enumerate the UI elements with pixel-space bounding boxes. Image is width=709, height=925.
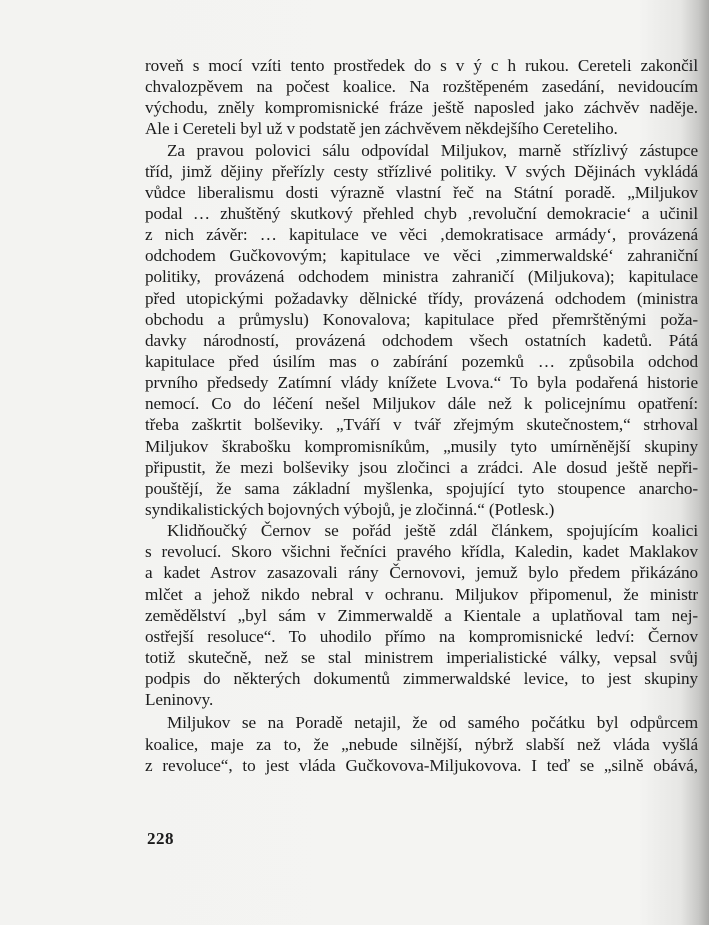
text-line: Ale i Cereteli byl už v podstatě jen záchvěvem někdejšího Cereteliho. [145,119,618,139]
text-line: Klidňoučký Černov se pořád ještě zdál článkem, spojujícím koalici [167,521,698,541]
text-line: Miljukov škrabošku kompromisníkům, „musily tyto umírněnější skupiny [145,436,698,456]
text-line: zemědělství „byl sám v Zimmerwaldě a Kientale a uplatňoval tam nej- [145,605,698,625]
text-line: před utopickými požadavky dělnické třídy, provázená odchodem (ministra [145,288,698,308]
text-line: odchodem Gučkovovým; kapitulace ve věci ‚zimmerwaldské‘ zahraniční [145,246,698,266]
text-line: politiky, provázená odchodem ministra zahraničí (Miljukova); kapitulace [145,267,698,287]
paragraph [145,55,698,140]
text-line: z revoluce“, to jest vláda Gučkovova-Miljukovova. I teď se „silně obává, [145,755,698,775]
text-line: prvního předsedy Zatímní vlády knížete Lvova.“ To byla podařená historie [145,373,698,393]
text-line: podpis do některých dokumentů zimmerwaldské levice, to jest skupiny [145,669,698,689]
text-line: ostřejší resoluce“. To uhodilo přímo na kompromisnické ledví: Černov [145,626,698,646]
text-line: Za pravou polovici sálu odpovídal Miljukov, marně střízlivý zástupce [167,140,698,160]
text-line: obchodu a průmyslu) Konovalova; kapitulace před přemrštěnými poža- [145,309,698,329]
paragraph [145,520,698,710]
text-line: východu, zněly kompromisnické fráze ještě naposled jako záchvěv naděje. [145,98,698,118]
text-line: připustit, že mezi bolševiky jsou zločinci a zrádci. Ale dosud ještě nepři- [145,457,698,477]
text-line: mlčet a jehož nikdo nebral v ochranu. Miljukov připomenul, že ministr [145,584,698,604]
text-line: tříd, jimž dějiny přeřízly cesty střízlivé politiky. V svých Dějinách vykládá [145,161,698,181]
page-body-text [145,55,698,776]
text-line: kapitulace před úsilím mas o zabírání pozemků … způsobila odchod [145,351,698,371]
text-line: davky národností, provázená odchodem všech ostatních kadetů. Pátá [145,330,698,350]
text-line: třeba zaškrtit bolševiky. „Tváří v tvář zřejmým skutečnostem,“ strhoval [145,415,698,435]
text-line: syndikalistických bojovných výbojů, je zločinná.“ (Potlesk.) [145,499,555,519]
text-line: vůdce liberalismu dosti výrazně vlastní řeč na Státní poradě. „Miljukov [145,182,698,202]
text-line: nemocí. Co do léčení nešel Miljukov dále než k policejnímu opatření: [145,394,698,414]
text-line: a kadet Astrov zasazovali rány Černovovi, jemuž bylo předem přikázáno [145,563,698,583]
text-line: roveň s mocí vzíti tento prostředek do s v ý c h rukou. Cereteli zakončil [145,56,698,75]
text-line: chvalozpěvem na počest koalice. Na rozštěpeném zasedání, nevidoucím [145,77,698,97]
paragraph [145,712,698,775]
text-line: podal … zhuštěný skutkový přehled chyb ‚revoluční demokracie‘ a učinil [145,203,698,223]
text-line: s revolucí. Skoro všichni řečníci pravého křídla, Kaledin, kadet Maklakov [145,542,698,562]
text-line: Miljukov se na Poradě netajil, že od samého počátku byl odpůrcem [167,713,698,733]
page-number: 228 [147,829,174,848]
paragraph [145,140,698,521]
text-line: totiž skutečně, než se stal ministrem imperialistické války, vepsal svůj [145,647,698,667]
text-line: z nich závěr: … kapitulace ve věci ‚demokratisace armády‘, provázená [145,225,698,245]
text-line: koalice, maje za to, že „nebude silnější, nýbrž slabší než vláda vyšlá [145,734,698,754]
text-line: pouštějí, že sama základní myšlenka, spojující tyto stoupence anarcho- [145,478,698,498]
text-line: Leninovy. [145,690,214,710]
